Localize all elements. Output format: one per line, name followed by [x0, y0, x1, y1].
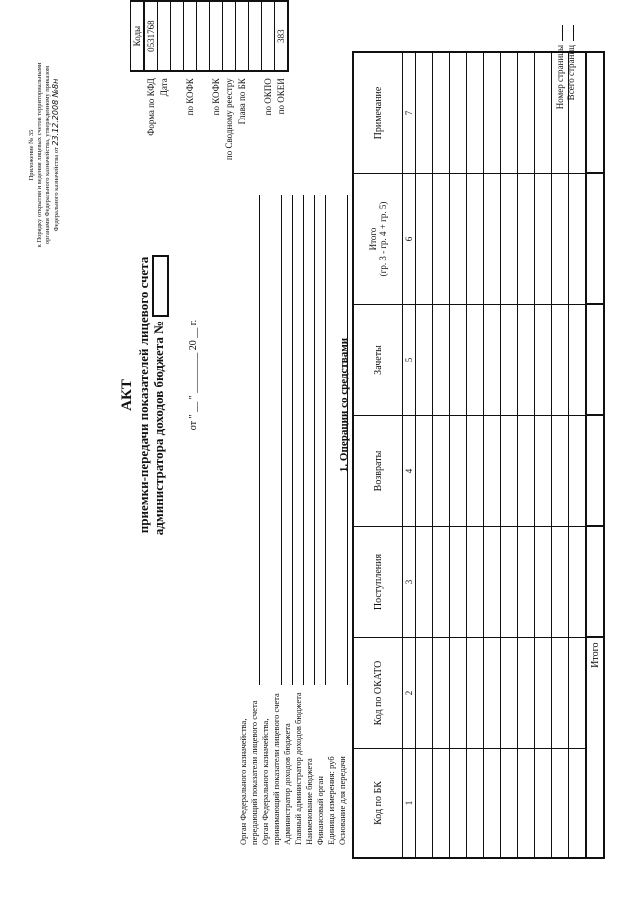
fill-line-receiver[interactable] — [281, 195, 282, 685]
codes-table — [130, 0, 289, 185]
form-title — [118, 215, 169, 575]
title-akt: АКТ — [119, 379, 135, 411]
code-label: по КОФК — [211, 78, 221, 116]
label-receiver-line-2: принимающий показатели лицевого счета — [271, 693, 281, 845]
code-label: по ОКПО — [263, 78, 273, 116]
col-number: 7 — [403, 52, 416, 174]
requisite-labels — [238, 545, 348, 845]
col-number: 5 — [403, 305, 416, 416]
total-pages-field[interactable] — [573, 25, 574, 41]
appendix-line-3: органами Федерального казначейства, утвержденному приказом — [44, 65, 51, 245]
label-unit: Единица измерения: руб — [326, 756, 336, 845]
label-chief-administrator: Главный администратор доходов бюджета — [293, 692, 303, 845]
fill-line-administrator[interactable] — [292, 195, 293, 685]
col-number: 1 — [403, 749, 416, 859]
label-financial-body: Финансовый орган — [315, 776, 325, 845]
code-value[interactable] — [249, 1, 262, 71]
col-number: 6 — [403, 174, 416, 305]
document-number-box[interactable] — [152, 255, 169, 317]
date-line: от " __ " ________ 20 __ г. — [188, 319, 199, 431]
label-basis: Основание для передачи — [337, 756, 347, 845]
code-value[interactable]: 383 — [275, 1, 289, 71]
page-number-field[interactable] — [562, 25, 563, 41]
col-header-kbk: Код по БК — [353, 749, 403, 859]
appendix-handwritten-date: 23.12.2008 №8н — [51, 78, 60, 146]
col-number: 3 — [403, 527, 416, 638]
label-receiver-line-1: Орган Федерального казначейства, — [260, 718, 270, 845]
table-row — [569, 52, 587, 858]
label-administrator: Администратор доходов бюджета — [282, 723, 292, 845]
fill-line-sender[interactable] — [259, 195, 260, 685]
appendix-line-2: к Порядку открытия и ведения лицевых счетов территориальными — [36, 62, 43, 248]
code-label: Глава по БК — [237, 78, 247, 125]
col-header-note: Примечание — [353, 52, 403, 174]
fill-line-budget[interactable] — [314, 195, 315, 685]
total-row — [586, 52, 604, 858]
appendix-number: Приложение № 35 — [28, 129, 35, 181]
code-value[interactable] — [236, 1, 249, 71]
fill-line-chief-administrator[interactable] — [303, 195, 304, 685]
code-value[interactable] — [262, 1, 275, 71]
table-row — [467, 52, 484, 858]
table-row — [552, 52, 569, 858]
code-value[interactable] — [184, 1, 197, 71]
col-header-okato: Код по ОКАТО — [353, 638, 403, 749]
code-value[interactable] — [197, 1, 210, 71]
code-label: Дата — [159, 78, 169, 97]
fill-line-financial-body[interactable] — [325, 195, 326, 685]
col-header-returns: Возвраты — [353, 416, 403, 527]
table-row — [484, 52, 501, 858]
table-row — [433, 52, 450, 858]
operations-table — [352, 51, 605, 859]
col-header-offsets: Зачеты — [353, 305, 403, 416]
table-row — [518, 52, 535, 858]
code-value[interactable] — [223, 1, 236, 71]
section-title: 1. Операции со средствами — [338, 337, 350, 473]
col-header-receipts: Поступления — [353, 527, 403, 638]
code-value[interactable]: 0531768 — [144, 1, 158, 71]
label-sender-line-2: передающий показатели лицевого счета — [249, 700, 259, 845]
label-sender-line-1: Орган Федерального казначейства, — [238, 718, 248, 845]
code-value[interactable] — [210, 1, 223, 71]
label-budget-name: Наименование бюджета — [304, 758, 314, 845]
table-row — [450, 52, 467, 858]
code-label — [249, 71, 262, 185]
title-line-2: администратора доходов бюджета № — [151, 320, 166, 536]
title-line-1: приемки-передачи показателей лицевого счета — [136, 256, 151, 534]
page-number-label: Номер страницы — [555, 45, 565, 110]
code-label: по КОФК — [185, 78, 195, 116]
col-number: 2 — [403, 638, 416, 749]
total-label: Итого — [586, 638, 604, 749]
code-label — [197, 71, 210, 185]
appendix-line-4: Федерального казначейства от — [53, 147, 60, 232]
page-info — [555, 25, 577, 145]
code-label: по Сводному реестру — [224, 78, 234, 161]
code-label — [171, 71, 184, 185]
appendix-note — [28, 5, 61, 305]
code-value[interactable] — [158, 1, 171, 71]
table-row — [535, 52, 552, 858]
total-pages-label: Всего страниц — [566, 45, 576, 101]
code-label: Форма по КФД — [145, 78, 156, 136]
col-number: 4 — [403, 416, 416, 527]
codes-header: Коды — [131, 1, 145, 71]
table-row — [501, 52, 518, 858]
table-row — [416, 52, 433, 858]
col-header-total: Итого (гр. 3 - гр. 4 + гр. 5) — [353, 174, 403, 305]
code-label: по ОКЕИ — [276, 78, 287, 115]
code-value[interactable] — [171, 1, 184, 71]
